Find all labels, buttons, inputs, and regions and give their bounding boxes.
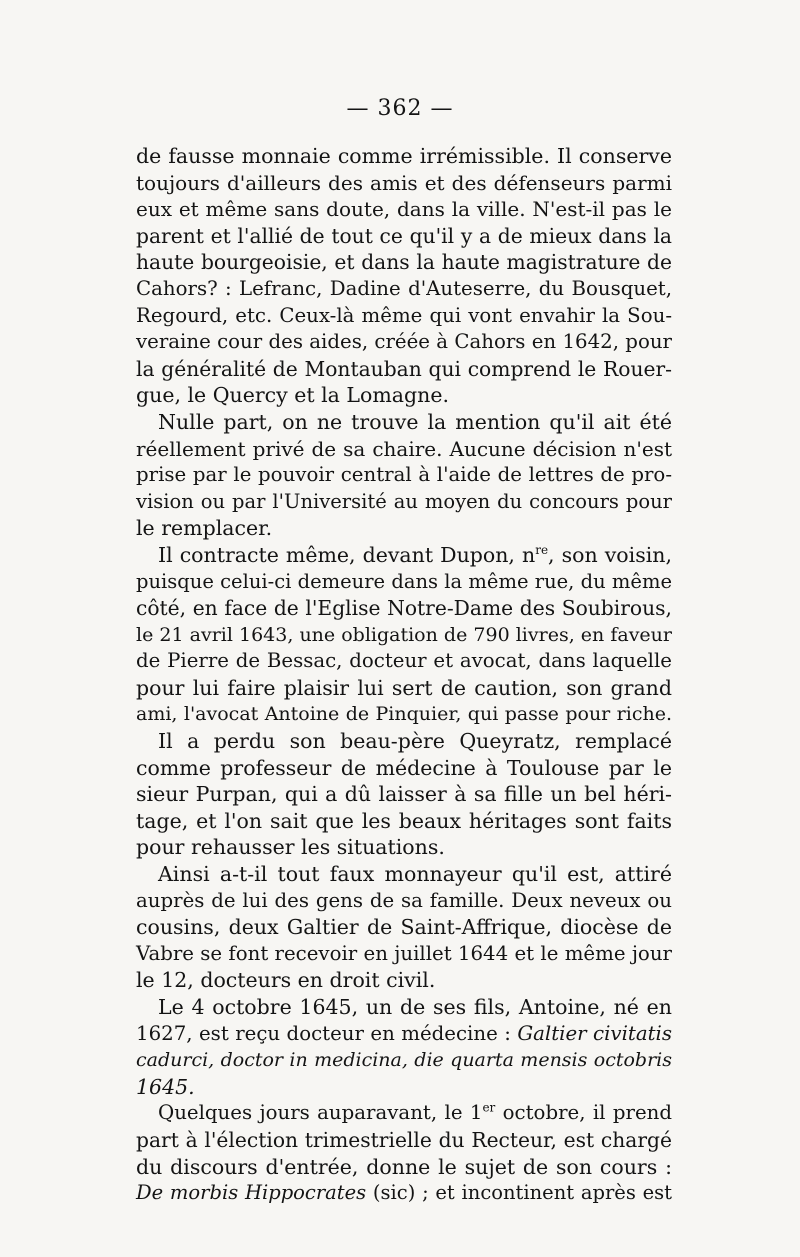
text-segment: le remplacer.: [136, 516, 273, 541]
text-segment: auprès de lui des gens de sa famille. Deux neveux ou: [136, 888, 672, 912]
text-line: [136, 409, 672, 436]
text-line: [136, 542, 672, 569]
text-segment: réellement privé de sa chaire. Aucune décision n'est: [136, 436, 672, 461]
text-line: [136, 1127, 672, 1154]
text-line: [136, 356, 672, 383]
text-line: [136, 888, 672, 915]
text-line: [136, 808, 672, 835]
text-line: [136, 196, 672, 223]
text-line: [136, 914, 672, 941]
text-line: [136, 436, 672, 463]
text-segment: Nulle part, on ne trouve la mention qu'il ait été: [158, 409, 672, 434]
text-segment: Le 4 octobre 1645, un de ses fils, Antoine, né en: [158, 995, 672, 1019]
text-line: [136, 170, 672, 197]
text-line: [136, 701, 672, 728]
text-line: [136, 994, 672, 1021]
text-segment: vision ou par l'Université au moyen du concours pour: [136, 489, 672, 513]
text-segment: Vabre se font recevoir en juillet 1644 et le même jour: [136, 941, 672, 965]
text-segment: la généralité de Montauban qui comprend le Rouer-: [136, 356, 672, 381]
text-line: [136, 595, 672, 622]
text-segment: cousins, deux Galtier de Saint-Affrique, diocèse de: [136, 915, 672, 940]
text-segment: parent et l'allié de tout ce qu'il y a de mieux dans la: [136, 223, 672, 248]
text-segment: de Pierre de Bessac, docteur et avocat, dans laquelle: [136, 649, 672, 673]
text-segment: gue, le Quercy et la Lomagne.: [136, 383, 449, 408]
text-segment: veraine cour des aides, créée à Cahors en 1642, pour: [136, 330, 672, 354]
text-segment: octobre, il prend: [495, 1101, 672, 1125]
text-segment: Cahors? : Lefranc, Dadine d'Auteserre, du Bousquet,: [136, 276, 672, 300]
text-line: [136, 728, 672, 755]
text-segment: côté, en face de l'Eglise Notre-Dame des Soubirous,: [136, 596, 672, 621]
text-line: [136, 755, 672, 782]
text-line: [136, 1100, 672, 1127]
text-line: [136, 648, 672, 675]
text-line: [136, 329, 672, 356]
text-line: [136, 781, 672, 808]
text-segment: du discours d'entrée, donne le sujet de son cours :: [136, 1154, 672, 1179]
page-number: — 362 —: [346, 96, 454, 121]
text-line: [136, 1180, 672, 1207]
text-segment: Ainsi a-t-il tout faux monnayeur qu'il est, attiré: [158, 862, 672, 887]
text-segment: Il contracte même, devant Dupon, n: [158, 542, 536, 567]
text-line: [136, 489, 672, 516]
text-segment: (sic) ; et incontinent après est: [366, 1181, 672, 1205]
text-segment: 1627, est reçu docteur en médecine :: [136, 1021, 518, 1045]
text-segment: puisque celui-ci demeure dans la même rue, du même: [136, 569, 672, 593]
text-line: [136, 223, 672, 250]
text-segment: part à l'élection trimestrielle du Recteur, est chargé: [136, 1127, 672, 1152]
text-segment: Regourd, etc. Ceux-là même qui vont envahir la Sou-: [136, 303, 672, 327]
text-line: [136, 382, 672, 409]
italic-text: De morbis Hippocrates: [136, 1181, 367, 1205]
text-segment: pour lui faire plaisir lui sert de caution, son grand: [136, 675, 672, 700]
text-line: [136, 622, 672, 649]
text-segment: ami, l'avocat Antoine de Pinquier, qui passe pour riche.: [136, 703, 672, 726]
text-line: [136, 1154, 672, 1181]
text-segment: comme professeur de médecine à Toulouse par le: [136, 755, 672, 780]
text-line: [136, 276, 672, 303]
text-segment: Il a perdu son beau-père Queyratz, remplacé: [158, 729, 672, 754]
text-line: [136, 834, 672, 861]
text-line: [136, 569, 672, 596]
superscript-text: er: [482, 1100, 496, 1115]
text-segment: eux et même sans doute, dans la ville. N'est-il pas le: [136, 197, 672, 222]
text-line: [136, 249, 672, 276]
text-line: [136, 462, 672, 489]
text-segment: tage, et l'on sait que les beaux héritages sont faits: [136, 808, 672, 833]
text-line: [136, 1047, 672, 1074]
text-line: [136, 967, 672, 994]
text-line: [136, 143, 672, 170]
text-segment: , son voisin,: [548, 542, 672, 567]
text-segment: prise par le pouvoir central à l'aide de lettres de pro-: [136, 463, 672, 487]
text-line: [136, 675, 672, 702]
text-line: [136, 861, 672, 888]
text-segment: sieur Purpan, qui a dû laisser à sa fille un bel héri-: [136, 782, 672, 807]
text-segment: pour rehausser les situations.: [136, 835, 445, 860]
italic-text: Galtier civitatis: [517, 1021, 672, 1045]
text-segment: Quelques jours auparavant, le 1: [158, 1101, 483, 1125]
text-line: [136, 941, 672, 968]
text-segment: toujours d'ailleurs des amis et des défenseurs parmi: [136, 170, 672, 195]
text-segment: le 21 avril 1643, une obligation de 790 livres, en faveur: [136, 623, 672, 646]
text-line: [136, 1074, 672, 1101]
text-segment: le 12, docteurs en droit civil.: [136, 968, 436, 993]
italic-text: 1645.: [136, 1074, 195, 1099]
text-segment: haute bourgeoisie, et dans la haute magistrature de: [136, 250, 672, 275]
text-segment: de fausse monnaie comme irrémissible. Il conserve: [136, 144, 672, 168]
text-line: [136, 303, 672, 330]
text-line: [136, 1021, 672, 1048]
body-text: [136, 143, 672, 1207]
italic-text: cadurci, doctor in medicina, die quarta mensis octobris: [136, 1049, 672, 1072]
text-line: [136, 515, 672, 542]
superscript-text: re: [535, 543, 549, 558]
